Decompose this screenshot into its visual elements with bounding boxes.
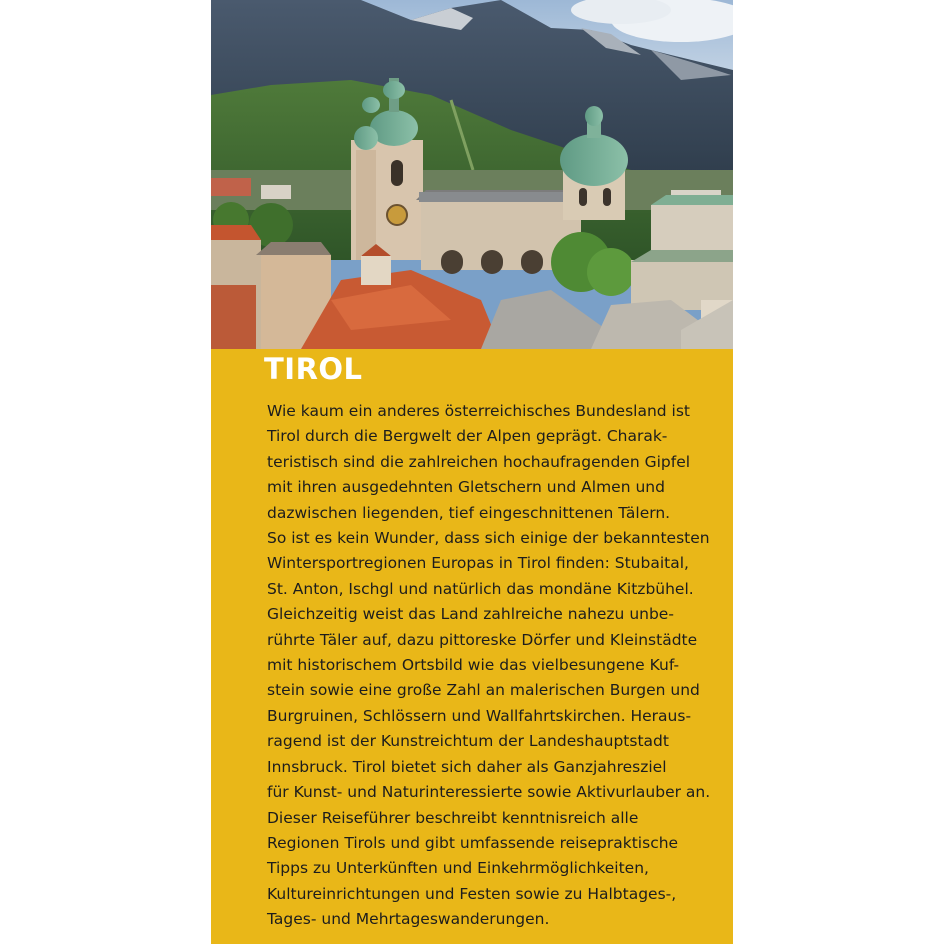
paragraph-line: Tipps zu Unterkünften und Einkehrmöglichkeiten, <box>267 859 649 878</box>
paragraph-line: ragend ist der Kunstreichtum der Landeshauptstadt <box>267 732 669 751</box>
paragraph-line: dazwischen liegenden, tief eingeschnittenen Tälern. <box>267 503 671 522</box>
paragraph-line: für Kunst- und Naturinteressierte sowie Aktivurlauber an. <box>267 783 711 802</box>
paragraph-line: So ist es kein Wunder, dass sich einige der bekanntesten <box>267 529 710 548</box>
paragraph-line: Tirol durch die Bergwelt der Alpen geprägt. Charak- <box>267 427 668 446</box>
paragraph-line: Dieser Reiseführer beschreibt kenntnisreich alle <box>267 808 639 827</box>
description-panel <box>211 349 733 944</box>
paragraph-line: Wie kaum ein anderes österreichisches Bundesland ist <box>267 402 691 420</box>
paragraph-line: teristisch sind die zahlreichen hochaufragenden Gipfel <box>267 452 691 471</box>
paragraph-line: Wintersportregionen Europas in Tirol finden: Stubaital, <box>267 554 689 573</box>
paragraph-line: Regionen Tirols und gibt umfassende reisepraktische <box>267 833 679 852</box>
paragraph-line: Gleichzeitig weist das Land zahlreiche nahezu unbe- <box>267 605 674 624</box>
paragraph-line: Burgruinen, Schlössern und Wallfahrtskirchen. Heraus- <box>267 706 692 725</box>
innsbruck-cathedral-photo <box>211 0 733 349</box>
book-cover-page <box>211 0 733 944</box>
paragraph-line: St. Anton, Ischgl und natürlich das mondäne Kitzbühel. <box>267 579 694 598</box>
paragraph-line: mit ihren ausgedehnten Gletschern und Almen und <box>267 478 665 497</box>
paragraph-line: stein sowie eine große Zahl an malerischen Burgen und <box>267 681 700 700</box>
paragraph-line: rührte Täler auf, dazu pittoreske Dörfer und Kleinstädte <box>267 630 698 649</box>
paragraph-line: mit historischem Ortsbild wie das vielbesungene Kuf- <box>267 656 680 675</box>
page-title: TIROL <box>264 352 363 386</box>
description-paragraph <box>267 399 729 933</box>
paragraph-line: Tages- und Mehrtageswanderungen. <box>267 910 550 929</box>
paragraph-line: Innsbruck. Tirol bietet sich daher als Ganzjahresziel <box>267 757 667 776</box>
paragraph-line: Kultureinrichtungen und Festen sowie zu Halbtages-, <box>267 884 677 903</box>
